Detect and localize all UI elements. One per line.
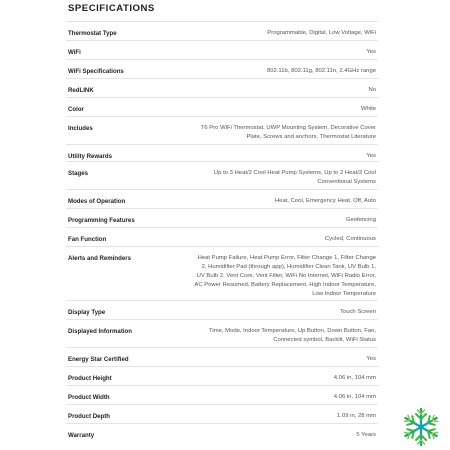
spec-row-redlink [66, 78, 378, 97]
spec-label: RedLINK [68, 87, 94, 94]
spec-value: Cycled, Continuous [324, 236, 376, 242]
spec-row-modes-of-operation [66, 189, 378, 208]
page-title: SPECIFICATIONS [68, 3, 155, 14]
spec-row-color [66, 97, 378, 116]
spec-value: Up to 3 Heat/2 Cool Heat Pump Systems, Up to 2 Heat/2 Cool Conventional Systems [213, 170, 376, 185]
spec-label: Product Height [68, 375, 112, 382]
spec-row-alerts-and-reminders [66, 246, 378, 300]
spec-label: Display Type [68, 309, 106, 316]
spec-label: Product Width [68, 394, 110, 401]
spec-value: Time, Mode, Indoor Temperature, Up Button, Down Button, Fan, Connected symbol, Backlit, WiFi Status [209, 328, 376, 343]
snowflake-logo-icon [399, 405, 443, 449]
specifications-table [66, 21, 378, 442]
spec-value: 4.06 in, 104 mm [333, 394, 376, 400]
spec-value: 5 Years [356, 432, 376, 438]
spec-value: White [360, 106, 376, 112]
spec-value: Heat, Cool, Emergency Heat, Off, Auto [274, 198, 376, 204]
spec-row-wifi [66, 40, 378, 59]
spec-value: Yes [366, 153, 376, 159]
spec-label: Color [68, 106, 84, 113]
spec-row-programming-features [66, 208, 378, 227]
spec-label: Alerts and Reminders [68, 255, 131, 262]
spec-label: Energy Star Certified [68, 356, 129, 363]
spec-label: Utility Rewards [68, 153, 113, 160]
spec-value: Geofencing [345, 217, 376, 223]
spec-label: Programming Features [68, 217, 135, 224]
spec-label: Fan Function [68, 236, 107, 243]
spec-row-displayed-information [66, 319, 378, 347]
spec-row-fan-function [66, 227, 378, 246]
spec-row-energy-star-certified [66, 347, 378, 366]
spec-row-wifi-specifications [66, 59, 378, 78]
spec-row-stages [66, 161, 378, 189]
spec-row-product-height [66, 366, 378, 385]
spec-value: Touch Screen [339, 309, 376, 315]
spec-row-product-width [66, 385, 378, 404]
spec-value: 802.11b, 802.11g, 802.11n, 2.4GHz range [266, 68, 376, 74]
spec-label: WiFi Specifications [68, 68, 124, 75]
spec-value: Yes [366, 49, 376, 55]
spec-value: No [368, 87, 376, 93]
logo-arms [403, 409, 439, 445]
spec-label: Stages [68, 170, 88, 177]
spec-label: WiFi [68, 49, 81, 56]
spec-label: Product Depth [68, 413, 110, 420]
spec-row-includes [66, 116, 378, 144]
spec-label: Warranty [68, 432, 95, 439]
spec-value: 4.06 in, 104 mm [333, 375, 376, 381]
spec-row-thermostat-type [66, 21, 378, 40]
spec-value: Programmable, Digital, Low Voltage, WiFi [267, 30, 376, 36]
spec-label: Modes of Operation [68, 198, 126, 205]
spec-value: Heat Pump Failure, Heat Pump Error, Filter Change 1, Filter Change 2, Humidifier Pad (through app), Humidifier Clean Tank, UV Bulb 1, UV Bulb 2, Vent Core, Vent Filter, WiFi No Internet, WiFi Radio Error, AC Power Resumed, Battery Replacement, High Indoor Temperature, Low Indoor Temperature [194, 255, 376, 297]
spec-value: 1.09 in, 28 mm [337, 413, 376, 419]
spec-label: Thermostat Type [68, 30, 117, 37]
spec-row-utility-rewards [66, 144, 378, 161]
spec-row-warranty [66, 423, 378, 442]
spec-row-product-depth [66, 404, 378, 423]
spec-label: Displayed Information [68, 328, 132, 335]
spec-row-display-type [66, 300, 378, 319]
spec-value: Yes [366, 356, 376, 362]
spec-value: T6 Pro WiFi Thermostat, UWP Mounting System, Decorative Cover Plate, Screws and anchors, Thermostat Literature [200, 125, 376, 140]
spec-label: Includes [68, 125, 93, 132]
